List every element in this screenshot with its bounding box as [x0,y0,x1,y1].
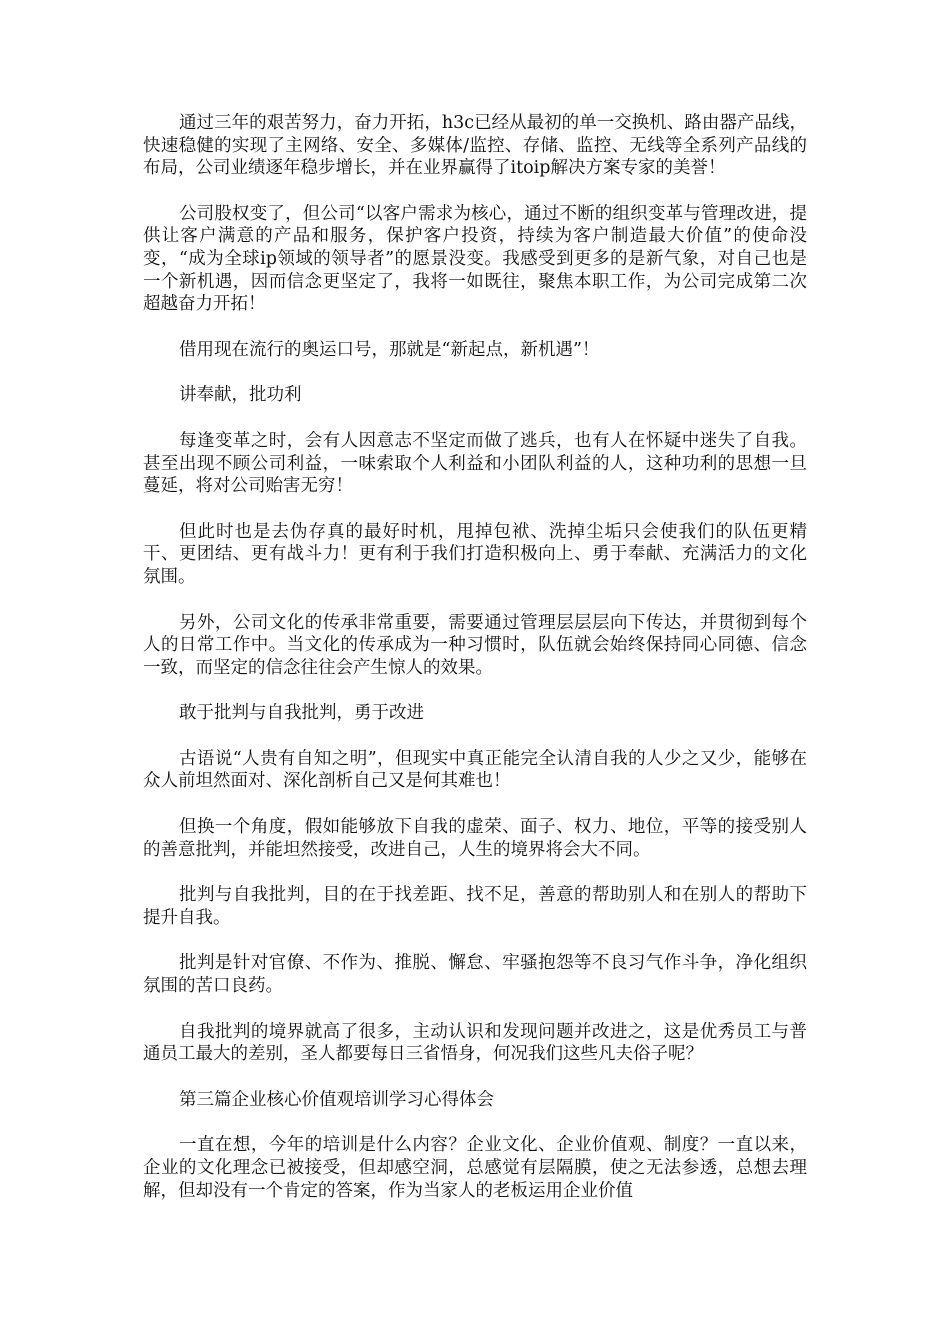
heading-self-criticism: 敢于批判与自我批判，勇于改进 [179,703,424,724]
paragraph-training-thoughts: 一直在想，今年的培训是什么内容？企业文化、企业价值观、制度？一直以来，企业的文化理念已被接受，但却感空洞，总感觉有层隔膜，使之无法参透，总想去理解，但却没有一个肯定的答案，作为当家人的老板运用企业价值 [143,1135,807,1201]
paragraph-self-knowledge: 古语说“人贵有自知之明”，但现实中真正能完全认清自我的人少之又少，能够在众人前坦然面对、深化剖析自己又是何其难也！ [143,748,807,792]
paragraph-culture-inheritance: 另外，公司文化的传承非常重要，需要通过管理层层层向下传达，并贯彻到每个人的日常工作中。当文化的传承成为一种习惯时，队伍就会始终保持同心同德、信念一致，而坚定的信念往往会产生惊人的效果。 [143,612,807,678]
paragraph-criticism-purpose: 批判与自我批判，目的在于找差距、找不足，善意的帮助别人和在别人的帮助下提升自我。 [143,885,807,928]
paragraph-intro-h3c-growth: 通过三年的艰苦努力，奋力开拓，h3c已经从最初的单一交换机、路由器产品线，快速稳健的实现了主网络、安全、多媒体/监控、存储、监控、无线等全系列产品线的布局，公司业绩逐年稳步增长，并在业界赢得了itoip解决方案专家的美誉！ [143,113,807,179]
paragraph-another-angle: 但换一个角度，假如能够放下自我的虚荣、面子、权力、地位，平等的接受别人的善意批判，并能坦然接受，改进自己，人生的境界将会大不同。 [143,817,807,860]
paragraph-ownership-change: 公司股权变了，但公司“以客户需求为核心，通过不断的组织变革与管理改进，提供让客户满意的产品和服务，保护客户投资，持续为客户制造最大价值”的使命没变，“成为全球ip领域的领导者”的愿景没变。我感受到更多的是新气象，对自己也是一个新机遇，因而信念更坚定了，我将一如既往，聚焦本职工作，为公司完成第二次超越奋力开拓！ [143,203,807,315]
document-body [143,112,807,1225]
heading-dedication: 讲奉献，批功利 [179,385,302,406]
paragraph-self-criticism-level: 自我批判的境界就高了很多，主动认识和发现问题并改进之，这是优秀员工与普通员工最大的差别，圣人都要每日三省悟身，何况我们这些凡夫俗子呢？ [143,1021,807,1065]
paragraph-criticism-target: 批判是针对官僚、不作为、推脱、懈怠、牢骚抱怨等不良习气作斗争，净化组织氛围的苦口良药。 [143,953,807,997]
paragraph-change-times: 每逢变革之时，会有人因意志不坚定而做了逃兵，也有人在怀疑中迷失了自我。甚至出现不顾公司利益，一味索取个人利益和小团队利益的人，这种功利的思想一旦蔓延，将对公司贻害无穷！ [143,430,807,497]
paragraph-best-time: 但此时也是去伪存真的最好时机，甩掉包袱、洗掉尘垢只会使我们的队伍更精干、更团结、更有战斗力！更有利于我们打造积极向上、勇于奉献、充满活力的文化氛围。 [143,521,807,587]
paragraph-olympic-slogan: 借用现在流行的奥运口号，那就是“新起点，新机遇”！ [179,339,600,360]
heading-third-article: 第三篇企业核心价值观培训学习心得体会 [179,1089,494,1110]
